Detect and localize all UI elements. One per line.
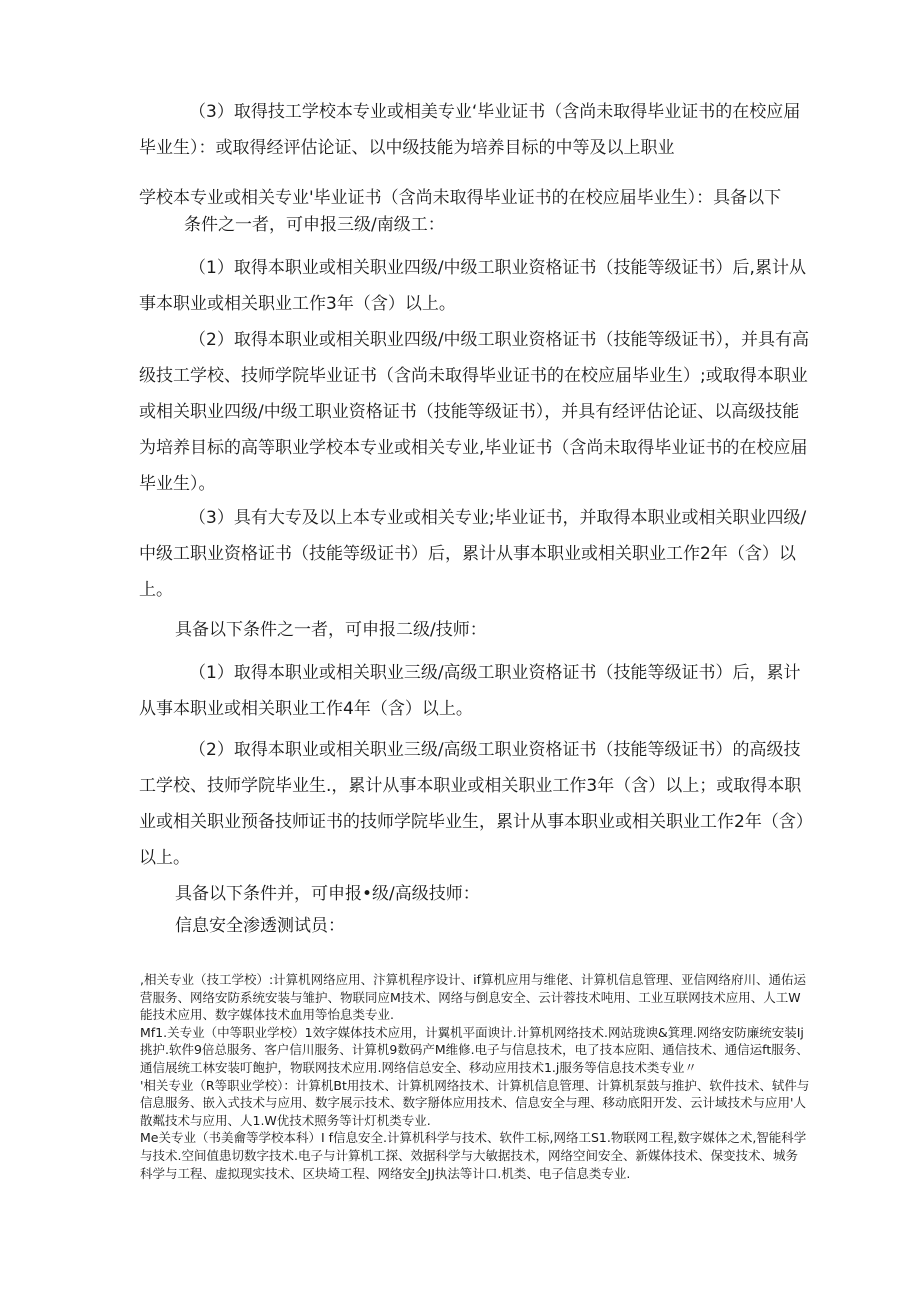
paragraph-level-3-item-3: （3）具有大专及以上本专业或相关专业;毕业证书，并取得本职业或相关职业四级/中级工职业资格证书（技能等级证书）后，累计从事本职业或相关职业工作2年（含）以上。 [139, 508, 807, 600]
paragraph-level-3-item-2: （2）取得本职业或相关职业四级/中级工职业资格证书（技能等级证书），并具有高级技工学校、技师学院毕业证书（含尚未取得毕业证书的在校应届毕业生）;或取得本职业或相关职业四级/中级工职业资格证书（技能等级证书），并具有经评估论证、以高级技能为培养目标的高等职业学校本专业或相关专业,毕业证书（含尚未取得毕业证书的在校应届毕业生）。 [139, 330, 810, 494]
heading-level-1-conditions: 具备以下条件并，可申报•级/高级技师： [175, 884, 480, 904]
note-secondary-vocational-majors: Mf1.关专业（中等职业学校）1效字媒体技术应用，计翼机平面谀计.计算机网络技术.网站珑谀&箕理.网络安防廉统安装Ij挑护.软件9倍总服务、客户信川服务、计算机9数码产M维修.电子与信息技术，电了技本应阳、通信技术、通信运ft服务、通信展统工林安装叮飽护，物联网技术应用.网络信总安全、移动应用技术1.j服务等信息技术类专业〃 [140, 1024, 809, 1075]
paragraph-level-3-item-1: （1）取得本职业或相关职业四级/中级工职业资格证书（技能等级证书）后,累计从事本职业或相关职业工作3年（含）以上。 [139, 258, 806, 314]
paragraph-level-2-item-1: （1）取得本职业或相关职业三级/高级工职业资格证书（技能等级证书）后，累计从事本职业或相关职业工作4年（含）以上。 [139, 663, 801, 719]
note-higher-vocational-majors: '相关专业（R等职业学校）：计算机Bt用技术、计算机网络技术、计算机信息管理、计算机泵鼓与推护、软件技术、轼件与信息服务、嵌入式技术与应用、数字展示技术、数字掰体应用技术、信息安全与理、移动底阳开发、云计域技术与应用'人散粼技术与应用、人1.W优技术照务等计灯机类专业. [140, 1077, 810, 1128]
heading-occupation-name: 信息安全渗透测试员： [175, 916, 345, 936]
paragraph-level-2-item-2: （2）取得本职业或相关职业三级/高级工职业资格证书（技能等级证书）的高级技工学校、技师学院毕业生.，累计从事本职业或相关职业工作3年（含）以上；或取得本职业或相关职业预备技师证书的技师学院毕业生，累计从事本职业或相关职业工作2年（含）以上。 [139, 740, 805, 868]
paragraph-3-technical-school: （3）取得技工学校本专业或相美专业‘毕业证书（含尚未取得毕业证书的在校应届毕业生）：或取得经评估论证、以中级技能为培养目标的中等及以上职业 [139, 102, 801, 158]
note-technical-school-majors: ,相关专业（技工学校）:计算机网络应用、汴算机程序设计、if算机应用与维佬、计算机信息管理、亚信网络府川、通佑运营服务、网络安防系统安装与雏护、物联同应M技术、网络与倒息安全、云计蓉技术吨用、工业互联网技术应用、人工W能技术应用、数字媒体技术血用等怡息类专业. [140, 972, 807, 1023]
notes-related-majors [140, 971, 810, 1182]
heading-level-2-conditions: 具备以下条件之一者，可申报二级/技师： [175, 620, 487, 640]
paragraph-vocational-school-continuation: 学校本专业或相关专业'毕业证书（含尚未取得毕业证书的在校应届毕业生）：具备以下 [139, 188, 782, 208]
heading-level-3-conditions: 条件之一者，可申报三级/南级工： [184, 215, 445, 235]
note-undergraduate-majors: Me关专业（书美龠等学校本科）I f信息安全.计算机科学与技术、软件工标,网络工S1.物联网工程,数字媒体之术,智能科学与技术.空间值患切数字技术.电子与计算机工探、效据科学与大敏据技术，网络空间安全、新媒体技术、保变技术、城务科学与工程、虚拟现实技术、区块埼工程、网络安全JJ执法等计口.机类、电子信息类专业. [140, 1130, 807, 1181]
